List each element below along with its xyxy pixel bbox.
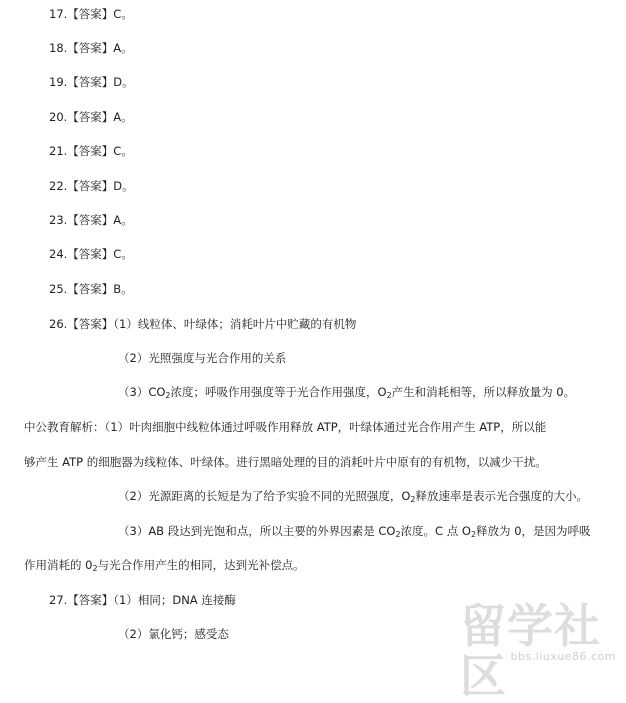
watermark-url: bbs.liuxue86.com xyxy=(510,650,616,663)
answer-20: 20.【答案】A。 xyxy=(49,110,133,124)
answer-18: 18.【答案】A。 xyxy=(49,41,133,55)
answer-27-head: 27.【答案】（1）相同；DNA 连接酶 xyxy=(49,593,236,607)
explanation-line-3: （2）光源距离的长短是为了给予实验不同的光照强度，$O_2$释放速率是表示光合强度的大小。 xyxy=(118,489,588,504)
answer-19: 19.【答案】D。 xyxy=(49,75,134,89)
answer-26-part3: $(3)CO_2$浓度；呼吸作用强度等于光合作用强度，$O_2$产生和消耗相等，所以释放量为 0。 xyxy=(118,385,576,400)
answer-27-part2: （2）氯化钙；感受态 xyxy=(118,627,229,641)
explanation-line-5: 作用消耗的 $0_2$与光合作用产生的相同，达到光补偿点。 xyxy=(24,558,305,573)
answer-22: 22.【答案】D。 xyxy=(49,179,134,193)
watermark-logo xyxy=(460,599,620,703)
answer-24: 24.【答案】C。 xyxy=(49,247,133,261)
answer-25: 25.【答案】B。 xyxy=(49,282,133,296)
watermark-text: 留学社区 xyxy=(460,599,601,703)
answer-17: 17.【答案】C。 xyxy=(49,7,133,21)
answer-21: 21.【答案】C。 xyxy=(49,144,133,158)
answer-26-head: 26.【答案】（1）线粒体、叶绿体；消耗叶片中贮藏的有机物 xyxy=(49,317,357,331)
answer-23: 23.【答案】A。 xyxy=(49,213,133,227)
explanation-line-4: （3）AB 段达到光饱和点，所以主要的外界因素是 $CO_2$浓度。C 点 $O_2$释放为 0，是因为呼吸 xyxy=(118,524,591,539)
answer-26-part2: （2）光照强度与光合作用的关系 xyxy=(118,351,287,365)
explanation-line-1: 中公教育解析：（1）叶肉细胞中线粒体通过呼吸作用释放 ATP，叶绿体通过光合作用产生 ATP，所以能 xyxy=(24,420,547,434)
explanation-line-2: 够产生 ATP 的细胞器为线粒体、叶绿体。进行黑暗处理的目的消耗叶片中原有的有机物，以减少干扰。 xyxy=(24,455,547,469)
